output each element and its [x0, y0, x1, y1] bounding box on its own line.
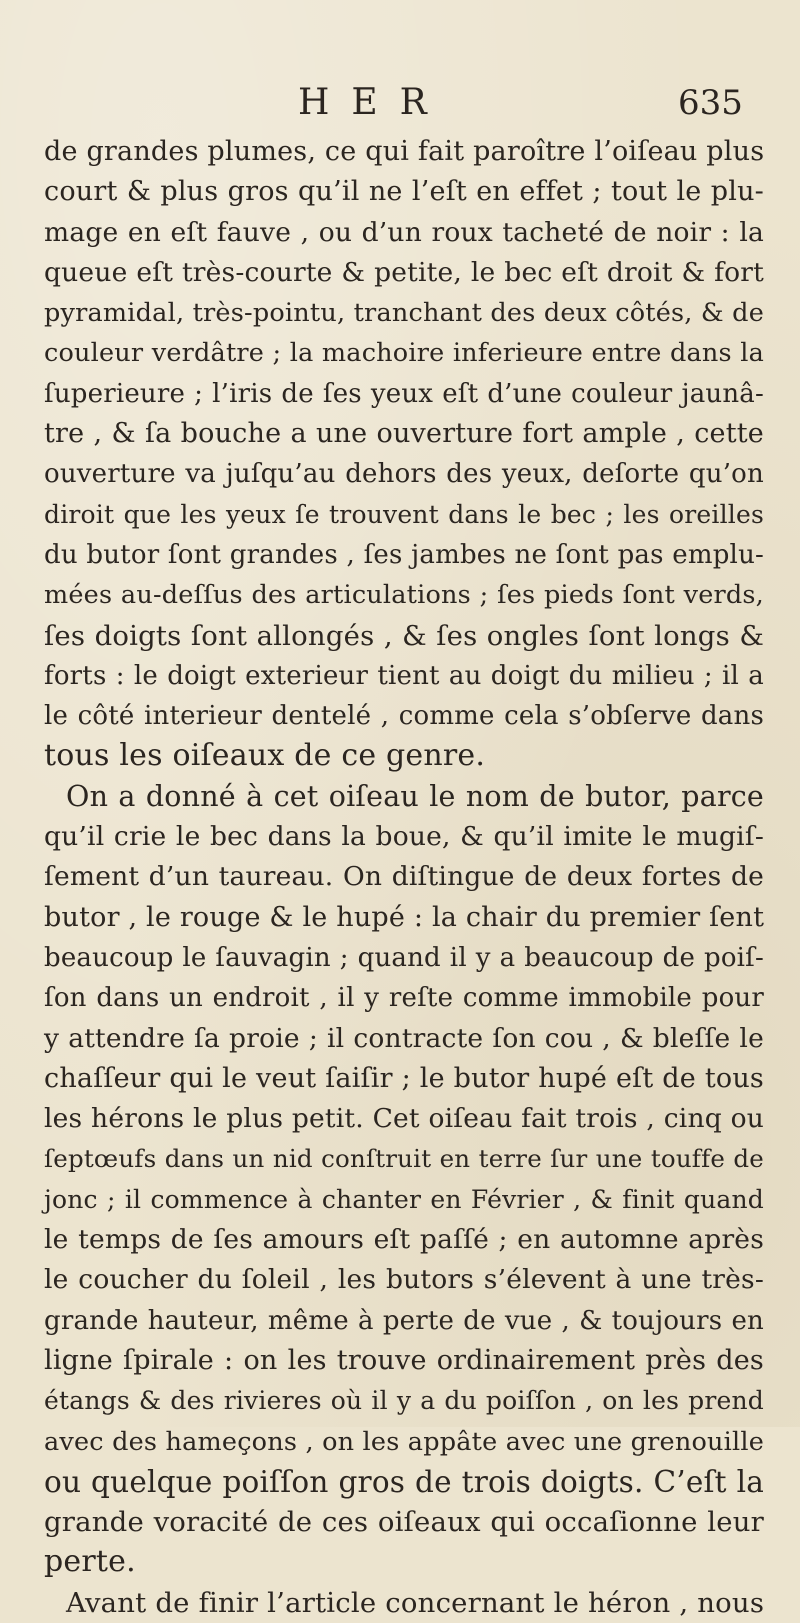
text-line: y attendre ſa proie ; il contracte ſon cou , & bleſſe le: [44, 1022, 764, 1054]
text-line: les hérons le plus petit. Cet oiſeau fait trois , cinq ou: [44, 1103, 764, 1135]
text-line: ouverture va juſqu’au dehors des yeux, deſorte qu’on: [44, 459, 764, 490]
text-line: butor , le rouge & le hupé : la chair du premier ſent: [44, 901, 765, 933]
text-line: diroit que les yeux ſe trouvent dans le bec ; les oreilles: [44, 499, 764, 529]
text-line: du butor ſont grandes , ſes jambes ne ſont pas emplu-: [44, 539, 764, 570]
body-text: [44, 132, 764, 1623]
text-line: tre , & ſa bouche a une ouverture fort ample , cette: [44, 418, 764, 450]
text-line: mage en eſt fauve , ou d’un roux tacheté de noir : la: [44, 216, 764, 248]
text-line: ſes doigts ſont allongés , & ſes ongles ſont longs &: [44, 619, 764, 652]
text-line: le temps de ſes amours eſt paſſé ; en automne après: [44, 1224, 764, 1256]
text-line: ligne ſpirale : on les trouve ordinairement près des: [44, 1344, 764, 1376]
paragraph-start-line: On a donné à cet oiſeau le nom de butor, parce: [66, 779, 764, 813]
text-line: beaucoup le ſauvagin ; quand il y a beaucoup de poiſ-: [44, 942, 764, 973]
page-number: 635: [678, 83, 743, 123]
text-line: forts : le doigt exterieur tient au doigt du milieu ; il a: [44, 660, 764, 691]
paragraph-end-line: perte.: [44, 1544, 136, 1580]
running-head-title: HER: [298, 82, 449, 123]
text-line: court & plus gros qu’il ne l’eſt en effet ; tout le plu-: [44, 176, 764, 208]
text-line: de grandes plumes, ce qui fait paroître l’oiſeau plus: [44, 136, 765, 167]
text-line: ſuperieure ; l’iris de ſes yeux eſt d’une couleur jaunâ-: [44, 378, 764, 409]
text-line: pyramidal, très-pointu, tranchant des deux côtés, & de: [44, 298, 764, 329]
text-line: ou quelque poiſſon gros de trois doigts. C’eſt la: [44, 1464, 764, 1499]
text-line: avec des hameçons , on les appâte avec une grenouille: [44, 1426, 764, 1457]
text-line: mées au-deſſus des articulations ; ſes pieds ſont verds,: [44, 580, 764, 611]
text-line: qu’il crie le bec dans la boue, & qu’il imite le mugiſ-: [44, 821, 764, 853]
text-line: le coucher du ſoleil , les butors s’élevent à une très-: [44, 1264, 764, 1296]
text-line: le côté interieur dentelé , comme cela s’obſerve dans: [44, 701, 764, 732]
text-line: grande voracité de ces oiſeaux qui occaſionne leur: [44, 1506, 764, 1539]
text-line: ſon dans un endroit , il y reſte comme immobile pour: [44, 983, 764, 1014]
running-head: [0, 78, 800, 128]
text-line: jonc ; il commence à chanter en Février , & finit quand: [44, 1184, 764, 1214]
text-line: queue eſt très-courte & petite, le bec eſt droit & fort: [44, 256, 764, 288]
text-line: étangs & des rivieres où il y a du poiſſon , on les prend: [44, 1386, 764, 1416]
paragraph-end-line: tous les oiſeaux de ce genre.: [44, 738, 486, 774]
text-line: chaſſeur qui le veut ſaiſir ; le butor hupé eſt de tous: [44, 1062, 764, 1094]
paragraph-start-line: Avant de finir l’article concernant le héron , nous: [66, 1586, 765, 1619]
text-line: ſement d’un taureau. On diſtingue de deux fortes de: [44, 861, 764, 893]
text-line: ſeptœufs dans un nid conſtruit en terre ſur une touffe de: [44, 1144, 764, 1174]
text-line: grande hauteur, même à perte de vue , & toujours en: [44, 1305, 764, 1336]
text-line: couleur verdâtre ; la machoire inferieure entre dans la: [44, 338, 764, 369]
